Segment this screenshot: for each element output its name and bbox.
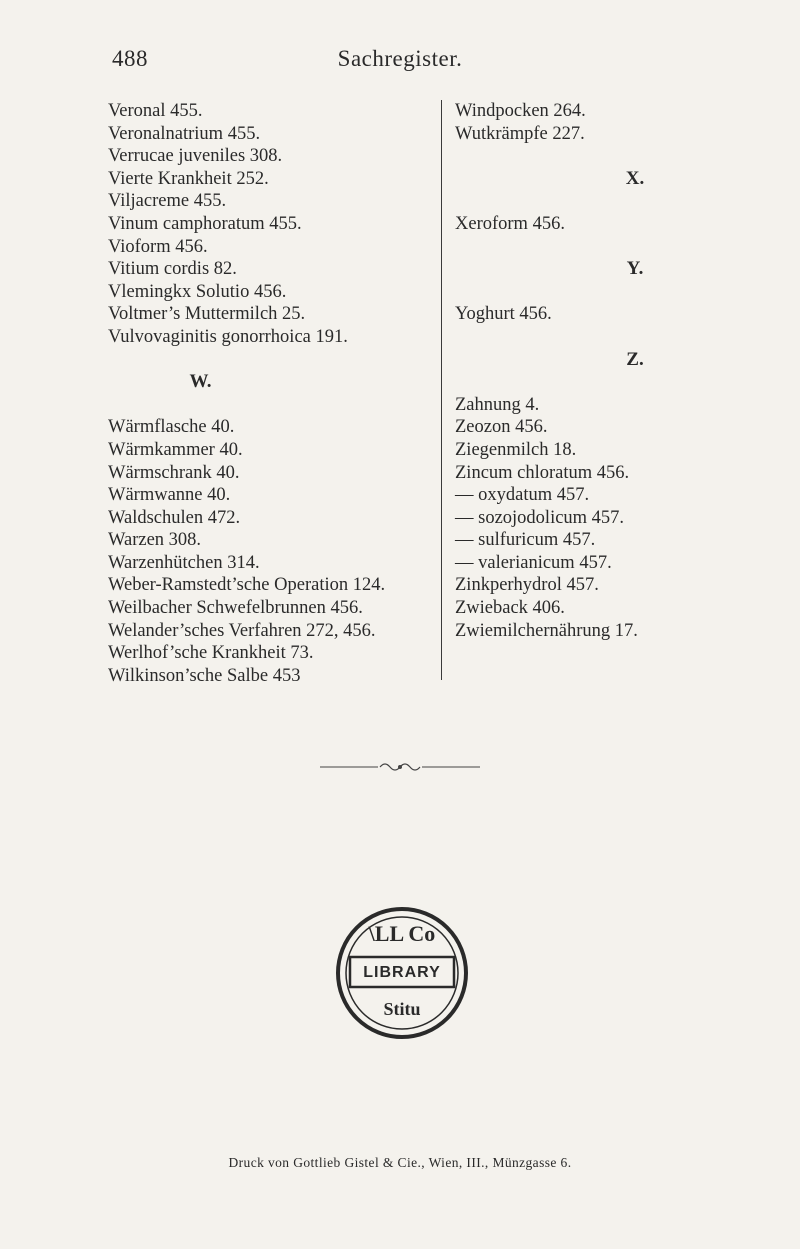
index-entry: Zwiemilchernährung 17.	[455, 620, 638, 641]
page-number: 488	[112, 46, 148, 71]
index-entry: Veronalnatrium 455.	[108, 123, 261, 144]
index-entry: — sulfuricum 457.	[455, 530, 596, 551]
column-divider	[441, 100, 442, 680]
index-entry: — sozojodolicum 457.	[455, 507, 625, 528]
decorative-ornament	[300, 759, 500, 775]
index-entry: Yoghurt 456.	[455, 304, 552, 325]
section-letter-y: Y.	[626, 258, 644, 280]
index-entry: — valerianicum 457.	[455, 552, 612, 573]
index-entry: Vlemingkx Solutio 456.	[108, 281, 287, 302]
index-entry: Viljacreme 455.	[108, 191, 227, 212]
index-entry: Voltmer’s Muttermilch 25.	[108, 304, 306, 325]
index-entry: Werlhof’sche Krankheit 73.	[108, 643, 314, 664]
index-entry: Weilbacher Schwefelbrunnen 456.	[108, 598, 363, 619]
index-entry: — oxydatum 457.	[455, 485, 590, 506]
index-entry: Zincum chloratum 456.	[455, 462, 630, 483]
index-entry: Zeozon 456.	[455, 417, 548, 438]
index-entry: Veronal 455.	[108, 101, 203, 121]
index-entry: Zwieback 406.	[455, 598, 565, 619]
index-entry: Verrucae juveniles 308.	[108, 146, 283, 167]
running-title: Sachregister.	[337, 46, 463, 71]
index-entry: Wärmkammer 40.	[108, 439, 243, 460]
printer-imprint: Druck von Gottlieb Gistel & Cie., Wien, III., Münzgasse 6.	[228, 1155, 572, 1170]
library-stamp	[332, 903, 472, 1043]
index-entry: Xeroform 456.	[455, 213, 565, 234]
section-letter-w: W.	[189, 371, 212, 393]
index-entry: Zahnung 4.	[455, 394, 540, 415]
index-entry: Windpocken 264.	[455, 101, 586, 121]
library-stamp-label: LIBRARY	[363, 964, 441, 981]
index-entry: Wärmwanne 40.	[108, 485, 231, 506]
index-entry: Wutkrämpfe 227.	[455, 123, 585, 144]
svg-text:\LL Co: \LL Co	[368, 921, 436, 946]
index-entry: Waldschulen 472.	[108, 507, 241, 528]
index-entry: Weber-Ramstedt’sche Operation 124.	[108, 575, 386, 596]
index-entry: Vinum camphoratum 455.	[108, 213, 302, 234]
section-letter-x: X.	[625, 167, 645, 189]
index-entry: Wärmschrank 40.	[108, 462, 240, 483]
index-entry: Vierte Krankheit 252.	[108, 168, 269, 189]
index-entry: Ziegenmilch 18.	[455, 439, 577, 460]
index-column-right	[455, 100, 785, 642]
index-entry: Vulvovaginitis gonorrhoica 191.	[108, 326, 348, 347]
index-entry: Vioform 456.	[108, 236, 208, 257]
index-entry: Zinkperhydrol 457.	[455, 575, 599, 596]
index-column-left	[108, 100, 438, 687]
index-entry: Warzen 308.	[108, 530, 202, 551]
index-entry: Warzenhütchen 314.	[108, 552, 260, 573]
index-entry: Welander’sches Verfahren 272, 456.	[108, 620, 376, 641]
index-entry: Vitium cordis 82.	[108, 259, 237, 280]
svg-text:Stitu: Stitu	[383, 999, 421, 1019]
index-entry: Wilkinson’sche Salbe 453	[108, 665, 301, 686]
section-letter-z: Z.	[626, 348, 644, 370]
index-entry: Wärmflasche 40.	[108, 417, 235, 438]
